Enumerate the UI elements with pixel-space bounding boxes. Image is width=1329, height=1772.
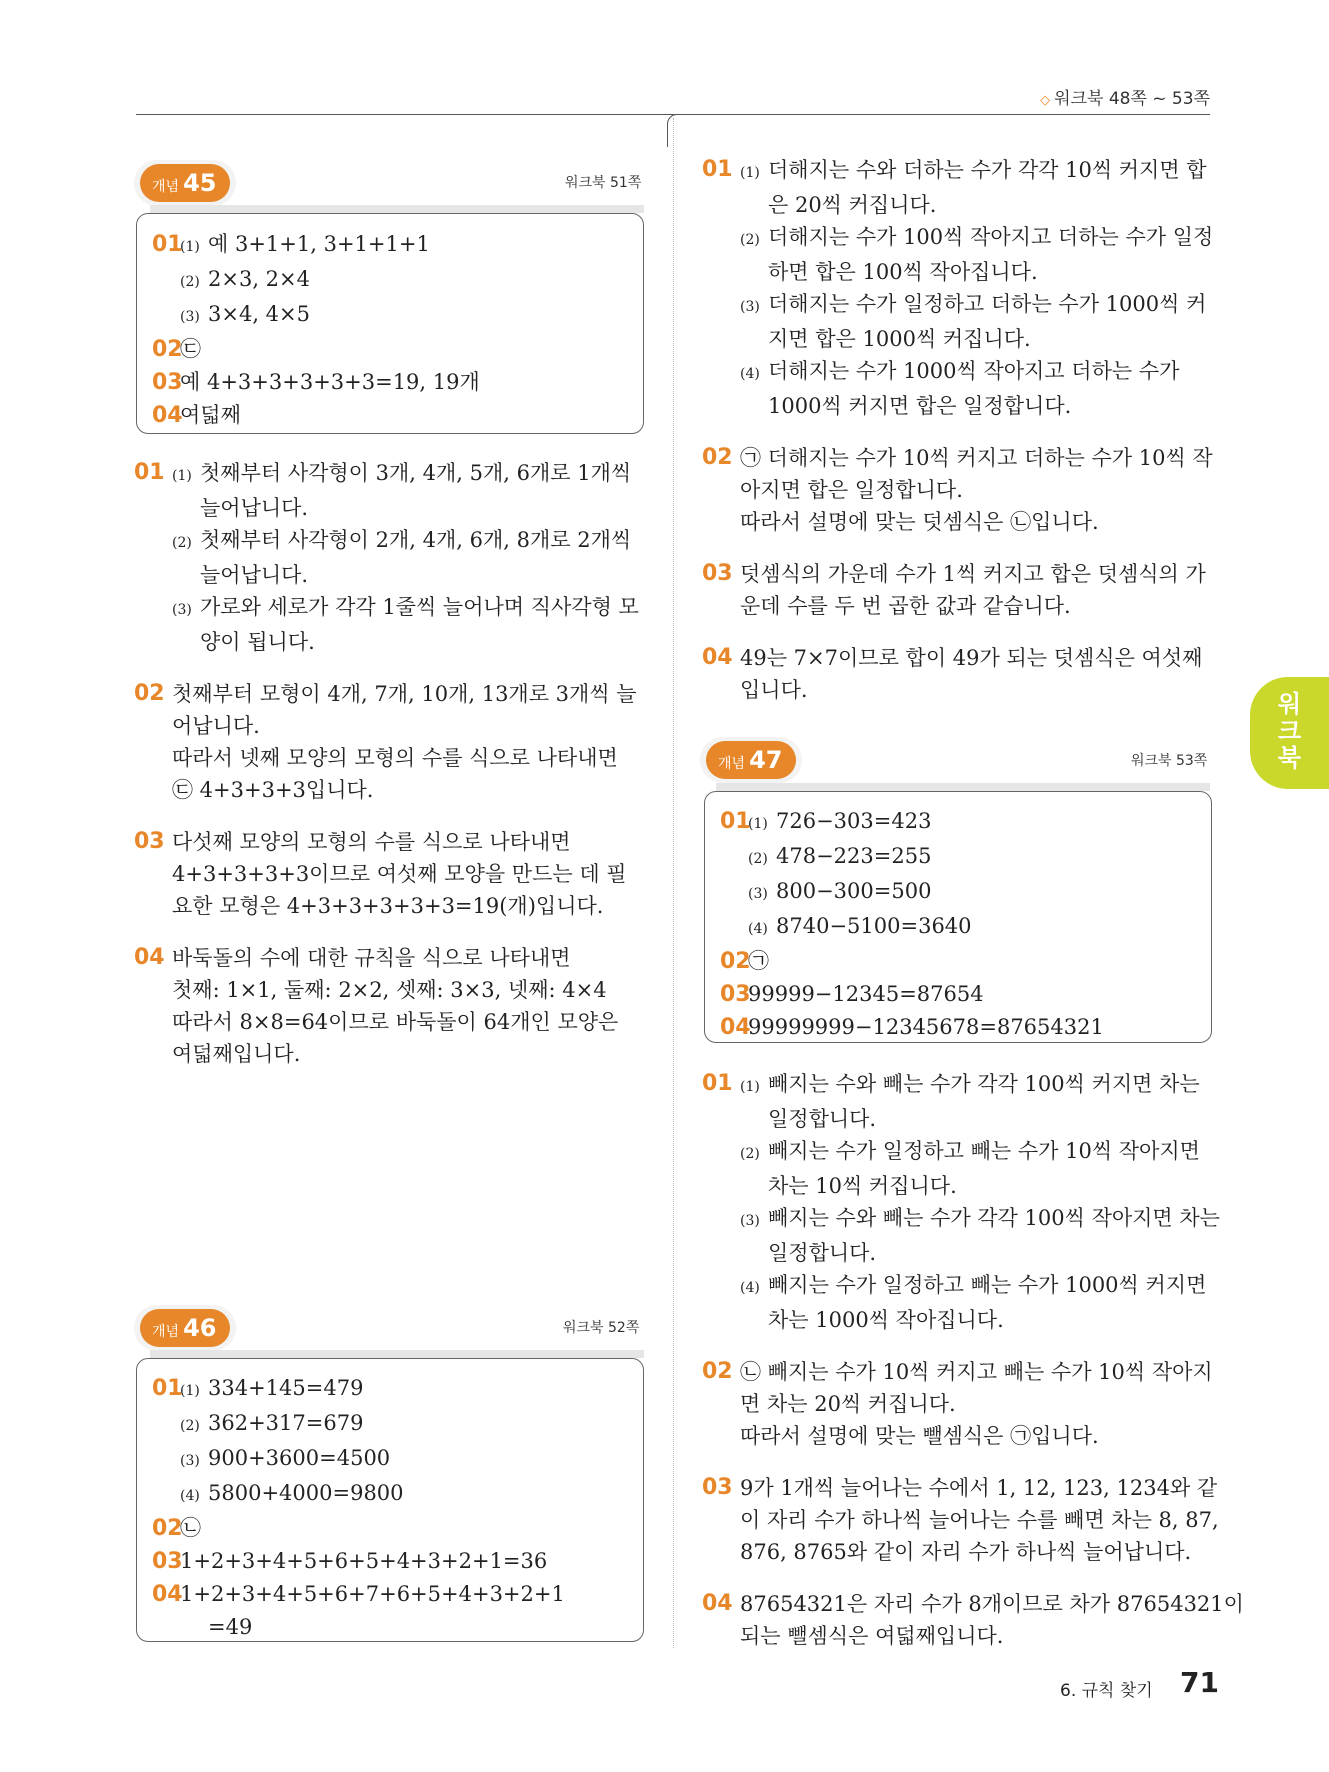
- concept-45-explanations: [134, 457, 639, 1090]
- answer-text: 3×4, 4×5: [208, 302, 310, 326]
- question-number: 01: [702, 1071, 733, 1096]
- answer-line: [152, 333, 480, 366]
- answer-line: [720, 978, 1104, 1011]
- explanation-line: [740, 1504, 1219, 1536]
- question-number: 01: [152, 1376, 183, 1401]
- explanation-line: [740, 1135, 1220, 1170]
- explanation-line: [740, 1356, 1213, 1388]
- answer-line: [720, 1011, 1104, 1044]
- concept-46-badge: 개념 46: [134, 1305, 236, 1351]
- explanation-body: [740, 558, 1206, 622]
- question-number: 04: [702, 645, 733, 670]
- concept-47-badge: 개념 47: [700, 737, 802, 783]
- answer-text: 여덟째: [180, 403, 241, 427]
- answer-text: 1+2+3+4+5+6+5+4+3+2+1=36: [180, 1549, 548, 1573]
- sub-number: (3): [180, 309, 200, 325]
- question-number: 04: [702, 1591, 733, 1616]
- explanation-body: [740, 642, 1202, 706]
- sub-number: (1): [180, 1383, 200, 1399]
- sub-number: (1): [740, 165, 760, 181]
- explanation-line: [172, 942, 618, 974]
- explanation-line: [740, 1103, 1220, 1135]
- explanation-line: [740, 474, 1213, 506]
- explanation-text: 여덟째입니다.: [172, 1042, 301, 1066]
- explanation-text: 따라서 8×8=64이므로 바둑돌이 64개인 모양은: [172, 1010, 619, 1034]
- question-number: 01: [720, 809, 751, 834]
- concept-47-explanations: [702, 1068, 1244, 1672]
- explanation-line: [172, 524, 639, 559]
- explanation-line: [740, 442, 1213, 474]
- explanation-line: [740, 1620, 1244, 1652]
- explanation-text: ㉢ 4+3+3+3입니다.: [172, 778, 374, 802]
- explanation-text: 빼지는 수와 빼는 수가 각각 100씩 커지면 차는: [768, 1072, 1200, 1096]
- explanation-text: 더해지는 수가 100씩 작아지고 더하는 수가 일정: [768, 225, 1214, 249]
- explanation-line: [740, 1237, 1220, 1269]
- answer-line: [720, 910, 1104, 945]
- explanation-text: 덧셈식의 가운데 수가 1씩 커지고 합은 덧셈식의 가: [740, 562, 1206, 586]
- explanation-body: [172, 942, 618, 1070]
- answer-text: 5800+4000=9800: [208, 1481, 404, 1505]
- question-number: 03: [702, 561, 733, 586]
- diamond-icon: ◇: [1040, 93, 1051, 108]
- explanation-line: [740, 1536, 1219, 1568]
- answer-text: 8740−5100=3640: [776, 914, 972, 938]
- answer-line: [720, 875, 1104, 910]
- answer-text: 800−300=500: [776, 879, 932, 903]
- answer-text: 478−223=255: [776, 844, 932, 868]
- explanation-line: [172, 1038, 618, 1070]
- question-number: 01: [134, 460, 165, 485]
- explanation-line: [740, 221, 1213, 256]
- explanation-text: 지면 합은 1000씩 커집니다.: [768, 327, 1031, 351]
- sub-number: (3): [740, 299, 760, 315]
- concept-47-answers: [720, 805, 1104, 1044]
- explanation-line: [172, 559, 639, 591]
- explanation-text: 따라서 설명에 맞는 덧셈식은 ㉡입니다.: [740, 510, 1099, 534]
- concept-45-answers: [152, 228, 480, 432]
- answer-line: [152, 263, 480, 298]
- explanation-line: [740, 1170, 1220, 1202]
- explanation-text: 입니다.: [740, 678, 808, 702]
- question-number: 02: [152, 337, 183, 362]
- sub-number: (4): [748, 921, 768, 937]
- question-number: 04: [152, 403, 183, 428]
- question-number: 03: [134, 829, 165, 854]
- explanation-line: [740, 355, 1213, 390]
- answer-text: 362+317=679: [208, 1411, 364, 1435]
- explanation-text: 더해지는 수가 일정하고 더하는 수가 1000씩 커: [768, 292, 1207, 316]
- answer-line: [720, 945, 1104, 978]
- sub-number: (4): [180, 1488, 200, 1504]
- explanation-text: 4+3+3+3+3이므로 여섯째 모양을 만드는 데 필: [172, 862, 627, 886]
- sub-number: (2): [180, 274, 200, 290]
- answer-text: 900+3600=4500: [208, 1446, 391, 1470]
- explanation-line: [740, 1472, 1219, 1504]
- answer-line: [152, 298, 480, 333]
- answer-line: [152, 1372, 565, 1407]
- answer-text: 334+145=479: [208, 1376, 364, 1400]
- explanation-item: [702, 154, 1213, 422]
- answer-text: ㉢: [180, 337, 201, 361]
- answer-text: 99999−12345=87654: [748, 982, 984, 1006]
- explanation-text: 빼지는 수가 일정하고 빼는 수가 1000씩 커지면: [768, 1273, 1207, 1297]
- explanation-text: 요한 모형은 4+3+3+3+3+3=19(개)입니다.: [172, 894, 604, 918]
- explanation-line: [172, 457, 639, 492]
- explanation-line: [740, 1420, 1213, 1452]
- explanation-line: [740, 256, 1213, 288]
- sub-number: (2): [172, 535, 192, 551]
- page-number: 71: [1180, 1666, 1219, 1699]
- answer-line: [152, 1407, 565, 1442]
- explanation-line: [740, 1202, 1220, 1237]
- explanation-item: [702, 1068, 1244, 1336]
- answer-text: 99999999−12345678=87654321: [748, 1015, 1104, 1039]
- explanation-line: [172, 591, 639, 626]
- answer-text: 예 3+1+1, 3+1+1+1: [208, 232, 430, 256]
- sub-number: (4): [740, 1280, 760, 1296]
- sub-number: (2): [748, 851, 768, 867]
- explanation-text: 바둑돌의 수에 대한 규칙을 식으로 나타내면: [172, 946, 571, 970]
- explanation-text: 일정합니다.: [768, 1107, 877, 1131]
- explanation-text: 양이 됩니다.: [200, 630, 315, 654]
- explanation-text: 면 차는 20씩 커집니다.: [740, 1392, 956, 1416]
- explanation-item: [134, 457, 639, 658]
- explanation-line: [172, 678, 637, 710]
- explanation-text: 49는 7×7이므로 합이 49가 되는 덧셈식은 여섯째: [740, 646, 1203, 670]
- explanation-line: [740, 642, 1202, 674]
- answer-text: 726−303=423: [776, 809, 932, 833]
- explanation-line: [740, 1388, 1213, 1420]
- question-number: 04: [720, 1015, 751, 1040]
- explanation-line: [740, 1269, 1220, 1304]
- explanation-line: [172, 974, 618, 1006]
- explanation-line: [172, 1006, 618, 1038]
- question-number: 02: [720, 949, 751, 974]
- explanation-line: [172, 626, 639, 658]
- explanation-text: 하면 합은 100씩 작아집니다.: [768, 260, 1038, 284]
- question-number: 02: [702, 1359, 733, 1384]
- explanation-line: [172, 742, 637, 774]
- explanation-line: [740, 288, 1213, 323]
- explanation-line: [172, 774, 637, 806]
- explanation-item: [702, 558, 1213, 622]
- sub-number: (3): [740, 1213, 760, 1229]
- explanation-text: 가로와 세로가 각각 1줄씩 늘어나며 직사각형 모: [200, 595, 639, 619]
- explanation-line: [740, 323, 1213, 355]
- explanation-text: 늘어납니다.: [200, 563, 309, 587]
- explanation-line: [740, 1304, 1220, 1336]
- explanation-text: 이 자리 수가 하나씩 늘어나는 수를 빼면 차는 8, 87,: [740, 1508, 1219, 1532]
- question-number: 02: [702, 445, 733, 470]
- explanation-text: 일정합니다.: [768, 1241, 877, 1265]
- explanation-text: 어납니다.: [172, 714, 260, 738]
- answer-text: 2×3, 2×4: [208, 267, 310, 291]
- explanation-text: 아지면 합은 일정합니다.: [740, 478, 963, 502]
- explanation-line: [740, 1068, 1220, 1103]
- explanation-line: [740, 590, 1206, 622]
- explanation-line: [172, 826, 627, 858]
- explanation-text: 차는 10씩 커집니다.: [768, 1174, 957, 1198]
- explanation-item: [702, 1588, 1244, 1652]
- sub-number: (3): [172, 602, 192, 618]
- answer-line: [720, 805, 1104, 840]
- explanation-text: 1000씩 커지면 합은 일정합니다.: [768, 394, 1072, 418]
- answer-line: [152, 1578, 565, 1611]
- answer-line: [152, 1611, 565, 1643]
- explanation-text: 첫째부터 사각형이 2개, 4개, 6개, 8개로 2개씩: [200, 528, 632, 552]
- explanation-text: 첫째부터 사각형이 3개, 4개, 5개, 6개로 1개씩: [200, 461, 632, 485]
- answer-text: 1+2+3+4+5+6+7+6+5+4+3+2+1: [180, 1582, 565, 1606]
- sub-number: (3): [748, 886, 768, 902]
- explanation-body: [740, 1472, 1219, 1568]
- explanation-text: 운데 수를 두 번 곱한 값과 같습니다.: [740, 594, 1071, 618]
- explanation-line: [172, 710, 637, 742]
- sub-number: (2): [740, 1146, 760, 1162]
- answer-text: ㉠: [748, 949, 769, 973]
- explanation-text: 은 20씩 커집니다.: [768, 193, 937, 217]
- explanation-line: [740, 674, 1202, 706]
- question-number: 03: [152, 370, 183, 395]
- explanation-text: 늘어납니다.: [200, 496, 309, 520]
- answer-line: [152, 1442, 565, 1477]
- explanation-text: 첫째부터 모형이 4개, 7개, 10개, 13개로 3개씩 늘: [172, 682, 637, 706]
- explanation-body: [172, 826, 627, 922]
- question-number: 01: [702, 157, 733, 182]
- explanation-text: 따라서 넷째 모양의 모형의 수를 식으로 나타내면: [172, 746, 618, 770]
- explanation-text: 첫째: 1×1, 둘째: 2×2, 셋째: 3×3, 넷째: 4×4: [172, 978, 607, 1002]
- explanation-text: ㉠ 더해지는 수가 10씩 커지고 더하는 수가 10씩 작: [740, 446, 1213, 470]
- sub-number: (2): [180, 1418, 200, 1434]
- concept-46-ref: 워크북 52쪽: [563, 1320, 640, 1336]
- answer-text: ㉡: [180, 1516, 201, 1540]
- concept-45-ref: 워크북 51쪽: [565, 175, 642, 191]
- explanation-item: [134, 942, 639, 1070]
- explanation-text: ㉡ 빼지는 수가 10씩 커지고 빼는 수가 10씩 작아지: [740, 1360, 1213, 1384]
- explanation-text: 빼지는 수와 빼는 수가 각각 100씩 작아지면 차는: [768, 1206, 1220, 1230]
- answer-text: 예 4+3+3+3+3+3=19, 19개: [180, 370, 480, 394]
- question-number: 04: [134, 945, 165, 970]
- explanation-text: 더해지는 수와 더하는 수가 각각 10씩 커지면 합: [768, 158, 1207, 182]
- explanation-line: [740, 189, 1213, 221]
- question-number: 02: [152, 1516, 183, 1541]
- answer-text: =49: [208, 1615, 253, 1639]
- explanation-text: 87654321은 자리 수가 8개이므로 차가 87654321이: [740, 1592, 1244, 1616]
- explanation-text: 따라서 설명에 맞는 뺄셈식은 ㉠입니다.: [740, 1424, 1099, 1448]
- concept-45-badge: 개념 45: [134, 160, 236, 206]
- sub-number: (1): [180, 239, 200, 255]
- explanation-text: 더해지는 수가 1000씩 작아지고 더하는 수가: [768, 359, 1180, 383]
- explanation-item: [702, 1472, 1244, 1568]
- column-divider: [673, 118, 674, 1648]
- concept-46-answers: [152, 1372, 565, 1643]
- explanation-line: [172, 890, 627, 922]
- sub-number: (1): [172, 468, 192, 484]
- answer-line: [720, 840, 1104, 875]
- explanation-line: [740, 558, 1206, 590]
- concept-47-ref: 워크북 53쪽: [1131, 753, 1208, 769]
- explanation-item: [134, 826, 639, 922]
- explanation-text: 차는 1000씩 작아집니다.: [768, 1308, 1004, 1332]
- explanation-line: [740, 154, 1213, 189]
- question-number: 03: [720, 982, 751, 1007]
- explanation-item: [134, 678, 639, 806]
- explanation-body: [740, 442, 1213, 538]
- sub-number: (2): [740, 232, 760, 248]
- answer-line: [152, 1477, 565, 1512]
- sub-number: (4): [740, 366, 760, 382]
- answer-line: [152, 1512, 565, 1545]
- explanation-line: [740, 390, 1213, 422]
- explanation-text: 다섯째 모양의 모형의 수를 식으로 나타내면: [172, 830, 571, 854]
- explanation-line: [172, 858, 627, 890]
- explanation-body: [172, 457, 639, 658]
- question-number: 01: [152, 232, 183, 257]
- question-number: 03: [702, 1475, 733, 1500]
- explanation-body: [172, 678, 637, 806]
- explanation-item: [702, 442, 1213, 538]
- explanation-text: 빼지는 수가 일정하고 빼는 수가 10씩 작아지면: [768, 1139, 1200, 1163]
- workbook-side-tab: 워 크 북: [1250, 677, 1329, 789]
- question-number: 04: [152, 1582, 183, 1607]
- question-number: 03: [152, 1549, 183, 1574]
- sub-number: (1): [748, 816, 768, 832]
- explanation-body: [740, 1068, 1220, 1336]
- explanation-text: 9가 1개씩 늘어나는 수에서 1, 12, 123, 1234와 같: [740, 1476, 1218, 1500]
- answer-line: [152, 399, 480, 432]
- explanation-line: [740, 506, 1213, 538]
- sub-number: (1): [740, 1079, 760, 1095]
- explanation-body: [740, 1356, 1213, 1452]
- explanation-line: [740, 1588, 1244, 1620]
- explanation-item: [702, 1356, 1244, 1452]
- explanation-text: 876, 8765와 같이 자리 수가 하나씩 늘어납니다.: [740, 1540, 1192, 1564]
- answer-line: [152, 366, 480, 399]
- answer-line: [152, 1545, 565, 1578]
- explanation-text: 되는 뺄셈식은 여덟째입니다.: [740, 1624, 1004, 1648]
- question-number: 02: [134, 681, 165, 706]
- answer-line: [152, 228, 480, 263]
- sub-number: (3): [180, 1453, 200, 1469]
- chapter-title: 6. 규칙 찾기: [1060, 1681, 1153, 1701]
- explanation-line: [172, 492, 639, 524]
- concept-46-explanations: [702, 154, 1213, 726]
- workbook-range: ◇ 워크북 48쪽 ~ 53쪽: [1040, 89, 1210, 109]
- explanation-body: [740, 154, 1213, 422]
- explanation-body: [740, 1588, 1244, 1652]
- explanation-item: [702, 642, 1213, 706]
